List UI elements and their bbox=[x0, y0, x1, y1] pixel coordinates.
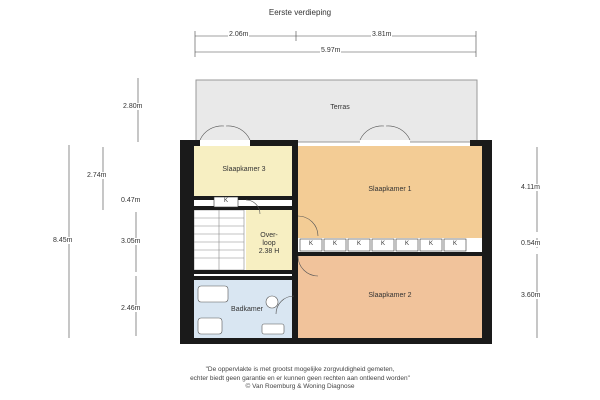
closet-label: K bbox=[356, 241, 361, 247]
room-label-slaapkamer-1: Slaapkamer 1 bbox=[368, 186, 412, 193]
dim-left-badkamer: 2.46m bbox=[121, 305, 141, 312]
closet-label: K bbox=[332, 241, 337, 247]
dim-left-total: 8.45m bbox=[53, 237, 73, 244]
room-label-slaapkamer-3: Slaapkamer 3 bbox=[222, 166, 266, 173]
room-label-overloop-2: loop bbox=[262, 240, 276, 247]
dim-right-slaapkamer1: 4.11m bbox=[521, 184, 540, 191]
copyright: © Van Roemburg & Woning Diagnose bbox=[245, 383, 355, 390]
dim-right-slaapkamer2: 3.60m bbox=[521, 292, 541, 299]
closet-label: K bbox=[223, 198, 228, 204]
closet-label: K bbox=[428, 241, 433, 247]
room-label-overloop-height: 2.38 H bbox=[258, 248, 280, 255]
dim-right-kasten: 0.54m bbox=[521, 240, 541, 247]
dim-top-right: 3.81m bbox=[372, 31, 392, 38]
room-label-slaapkamer-2: Slaapkamer 2 bbox=[368, 292, 412, 299]
closet-label: K bbox=[452, 241, 457, 247]
closet-label: K bbox=[308, 241, 313, 247]
dim-top-left: 2.06m bbox=[229, 31, 249, 38]
room-label-overloop-1: Over- bbox=[260, 232, 278, 239]
room-label-badkamer: Badkamer bbox=[231, 306, 263, 313]
disclaimer-line-2: echter biedt geen garantie en er kunnen geen rechten aan ontleend worden" bbox=[190, 374, 410, 382]
dim-left-gap: 0.47m bbox=[121, 197, 141, 204]
dim-left-slaapkamer3: 2.74m bbox=[87, 172, 107, 179]
dim-left-terras: 2.80m bbox=[123, 103, 143, 110]
closet-label: K bbox=[404, 241, 409, 247]
dim-top-total: 5.97m bbox=[321, 47, 341, 54]
terras-area bbox=[196, 80, 477, 142]
closet-label: K bbox=[380, 241, 385, 247]
disclaimer-line-1: "De oppervlakte is met grootst mogelijke zorgvuldigheid gemeten, bbox=[205, 366, 395, 373]
dim-left-overloop: 3.05m bbox=[121, 238, 141, 245]
room-label-terras: Terras bbox=[330, 104, 350, 111]
disclaimer bbox=[0, 366, 600, 392]
floor-title: Eerste verdieping bbox=[268, 8, 332, 17]
